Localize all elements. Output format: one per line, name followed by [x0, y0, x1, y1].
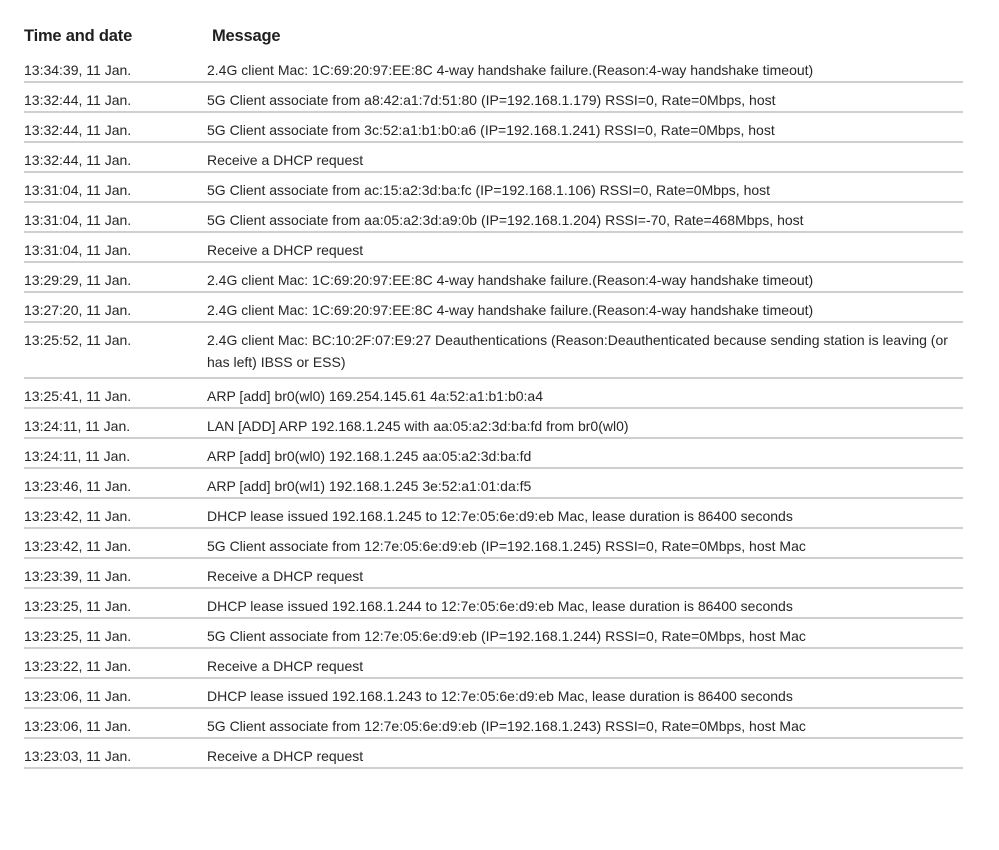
- row-time: 13:23:22, 11 Jan.: [24, 658, 132, 674]
- row-message: Receive a DHCP request: [207, 748, 364, 764]
- row-message: ARP [add] br0(wl1) 192.168.1.245 3e:52:a1:01:da:f5: [207, 478, 532, 494]
- table-row: [24, 529, 963, 559]
- table-row: [24, 739, 963, 769]
- table-row: [24, 619, 963, 649]
- row-message: 5G Client associate from a8:42:a1:7d:51:80 (IP=192.168.1.179) RSSI=0, Rate=0Mbps, host: [207, 92, 776, 108]
- row-time: 13:27:20, 11 Jan.: [24, 302, 132, 318]
- row-time: 13:23:06, 11 Jan.: [24, 688, 132, 704]
- row-time: 13:25:41, 11 Jan.: [24, 388, 132, 404]
- row-time: 13:29:29, 11 Jan.: [24, 272, 132, 288]
- row-time: 13:23:25, 11 Jan.: [24, 598, 132, 614]
- table-header: [24, 22, 963, 50]
- table-row: [24, 293, 963, 323]
- row-message: 5G Client associate from 12:7e:05:6e:d9:eb (IP=192.168.1.245) RSSI=0, Rate=0Mbps, host Mac: [207, 538, 806, 554]
- table-row: [24, 143, 963, 173]
- row-message: Receive a DHCP request: [207, 658, 364, 674]
- row-time: 13:23:39, 11 Jan.: [24, 568, 132, 584]
- row-message: ARP [add] br0(wl0) 169.254.145.61 4a:52:a1:b1:b0:a4: [207, 388, 543, 404]
- table-row: [24, 589, 963, 619]
- table-row: [24, 263, 963, 293]
- table-row: [24, 173, 963, 203]
- row-message: 5G Client associate from 12:7e:05:6e:d9:eb (IP=192.168.1.243) RSSI=0, Rate=0Mbps, host Mac: [207, 718, 806, 734]
- row-time: 13:23:42, 11 Jan.: [24, 508, 132, 524]
- table-row: [24, 649, 963, 679]
- row-message: ARP [add] br0(wl0) 192.168.1.245 aa:05:a2:3d:ba:fd: [207, 448, 532, 464]
- row-message: Receive a DHCP request: [207, 152, 364, 168]
- row-message: DHCP lease issued 192.168.1.244 to 12:7e:05:6e:d9:eb Mac, lease duration is 86400 seconds: [207, 598, 793, 614]
- row-message: 2.4G client Mac: BC:10:2F:07:E9:27 Deauthentications (Reason:Deauthenticated because sending station is leaving (or has left) IBSS or ESS): [207, 332, 948, 370]
- table-row: [24, 323, 963, 379]
- row-message: 5G Client associate from ac:15:a2:3d:ba:fc (IP=192.168.1.106) RSSI=0, Rate=0Mbps, host: [207, 182, 771, 198]
- table-row: [24, 709, 963, 739]
- header-message: Message: [212, 26, 281, 45]
- row-time: 13:31:04, 11 Jan.: [24, 182, 132, 198]
- row-message: 2.4G client Mac: 1C:69:20:97:EE:8C 4-way handshake failure.(Reason:4-way handshake timeout): [207, 62, 814, 78]
- table-row: [24, 439, 963, 469]
- table-row: [24, 499, 963, 529]
- row-message: DHCP lease issued 192.168.1.243 to 12:7e:05:6e:d9:eb Mac, lease duration is 86400 seconds: [207, 688, 793, 704]
- row-time: 13:23:06, 11 Jan.: [24, 718, 132, 734]
- header-time-and-date: Time and date: [24, 26, 133, 45]
- row-time: 13:31:04, 11 Jan.: [24, 242, 132, 258]
- table-row: [24, 203, 963, 233]
- row-message: 2.4G client Mac: 1C:69:20:97:EE:8C 4-way handshake failure.(Reason:4-way handshake timeout): [207, 272, 814, 288]
- event-log-table: [24, 22, 963, 769]
- row-time: 13:23:46, 11 Jan.: [24, 478, 132, 494]
- table-row: [24, 53, 963, 83]
- table-body: [24, 53, 963, 769]
- row-message: Receive a DHCP request: [207, 242, 364, 258]
- table-row: [24, 559, 963, 589]
- table-row: [24, 469, 963, 499]
- table-row: [24, 83, 963, 113]
- table-row: [24, 113, 963, 143]
- row-message: Receive a DHCP request: [207, 568, 364, 584]
- row-time: 13:31:04, 11 Jan.: [24, 212, 132, 228]
- row-message: 5G Client associate from 12:7e:05:6e:d9:eb (IP=192.168.1.244) RSSI=0, Rate=0Mbps, host Mac: [207, 628, 806, 644]
- table-row: [24, 233, 963, 263]
- row-time: 13:23:42, 11 Jan.: [24, 538, 132, 554]
- row-message: DHCP lease issued 192.168.1.245 to 12:7e:05:6e:d9:eb Mac, lease duration is 86400 seconds: [207, 508, 793, 524]
- row-time: 13:24:11, 11 Jan.: [24, 418, 131, 434]
- row-message: 5G Client associate from 3c:52:a1:b1:b0:a6 (IP=192.168.1.241) RSSI=0, Rate=0Mbps, host: [207, 122, 775, 138]
- row-time: 13:23:25, 11 Jan.: [24, 628, 132, 644]
- row-time: 13:32:44, 11 Jan.: [24, 152, 132, 168]
- row-time: 13:25:52, 11 Jan.: [24, 332, 132, 348]
- row-time: 13:24:11, 11 Jan.: [24, 448, 131, 464]
- row-time: 13:32:44, 11 Jan.: [24, 122, 132, 138]
- table-row: [24, 379, 963, 409]
- row-message: 5G Client associate from aa:05:a2:3d:a9:0b (IP=192.168.1.204) RSSI=-70, Rate=468Mbps, host: [207, 212, 804, 228]
- row-time: 13:32:44, 11 Jan.: [24, 92, 132, 108]
- row-time: 13:23:03, 11 Jan.: [24, 748, 132, 764]
- table-row: [24, 409, 963, 439]
- row-message: 2.4G client Mac: 1C:69:20:97:EE:8C 4-way handshake failure.(Reason:4-way handshake timeout): [207, 302, 814, 318]
- table-row: [24, 679, 963, 709]
- row-message: LAN [ADD] ARP 192.168.1.245 with aa:05:a2:3d:ba:fd from br0(wl0): [207, 418, 629, 434]
- row-time: 13:34:39, 11 Jan.: [24, 62, 132, 78]
